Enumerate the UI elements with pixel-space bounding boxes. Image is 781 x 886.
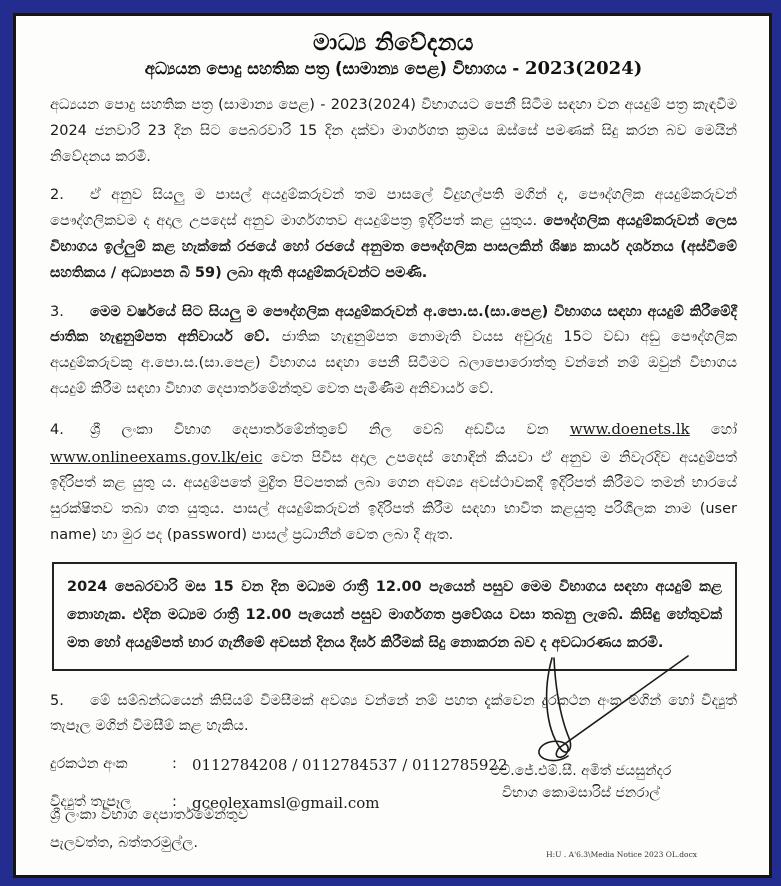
file-path-footnote: H:U . A'6.3\Media Notice 2023 OL.docx <box>546 850 697 859</box>
paragraph-2 <box>50 183 737 286</box>
paragraph-5-text: මේ සම්බන්ධයෙන් කිසියම් විමසීමක් අවශ්‍ය වන්නේ නම් පහත දැක්වෙන දුරකථන අංක මගින් හෝ විද්‍යුත් තැපෑල මගින් විමසීම් කළ හැකිය. <box>50 692 737 735</box>
paragraph-4-text-2: හෝ <box>689 421 737 438</box>
doenets-url: www.doenets.lk <box>569 419 690 438</box>
paragraph-2-bold-text: පෞද්ගලික අයදුම්කරුවන් ලෙස විභාගය ඉල්ලුම් කළ හැක්කේ රජයේ හෝ රජයේ අනුමත පෞද්ගලික පාසලකින් ශිෂ්‍ය කාර්ය දර්ශනය (අස්වීමේ සහතිකය / අධ්‍යාපන බී 59) ලබා ඇති අයදුම්කරුවන්ට පමණි. <box>50 213 738 281</box>
paragraph-3-number: 3. <box>50 303 64 320</box>
phone-label: දුරකථන අංක <box>50 756 128 773</box>
paragraph-2-text: ඒ අනුව සියලු ම පාසල් අයදුම්කරුවන් තම පාසලේ විදුහල්පති මගින් ද, පෞද්ගලික අයදුම්කරුවන් පෞද්ගලිකවම ද අදාල උපදෙස් අනුව මාර්ගගතව අයදුම්පත්‍ර ඉදිරිපත් කළ යුතුය. <box>50 187 737 230</box>
subtitle-text: අධ්‍යයන පොදු සහතික පත්‍ර (සාමාන්‍ය පෙළ) විභාගය - <box>144 59 525 78</box>
email-separator: : <box>172 794 177 811</box>
signatory-name: එච්.ජේ.එම්.සී. අමිත් ජයසුන්දර <box>490 763 672 779</box>
email-label: විද්‍යුත් තැපෑල <box>50 794 132 811</box>
paragraph-5-number: 5. <box>50 692 64 709</box>
signatory-title: විභාග කොමසාරිස් ජනරාල් <box>502 785 660 802</box>
paragraph-1: අධ්‍යයන පොදු සහතික පත්‍ර (සාමාන්‍ය පෙළ) - 2023(2024) විභාගයට පෙනී සිටීම සඳහා වන අයදුම් පත්‍ර කැඳවීම 2024 ජනවාරි 23 දින සිට පෙබරවාරි 15 දින දක්වා මාර්ගගත ක්‍රමය ඔස්සේ පමණක් සිදු කරන බව මෙයින් නිවේදනය කරමි. <box>50 97 737 165</box>
paragraph-4-text-3: වෙත පිවිස අදාල උපදෙස් හොඳින් කියවා ඒ අනුව ම නිවැරදිව අයදුම්පත් ඉදිරිපත් කළ යුතු ය. අයදුම්පතේ මුද්‍රිත පිටපතක් ලබා ගෙන අවශ්‍ය අවස්ථාවකදී ඉදිරිපත් කිරීමට තමන් භාරයේ සුරක්ෂිතව තබා ගත යුතුය. පාසල් අයදුම්කරුවන් ඉදිරිපත් කිරීම සඳහා භාවිත කළයුතු පරිශීලක නාම (user name) හා මුර පද (password) පාසල් ප්‍රධානීන් වෙත ලබා දී ඇත. <box>50 449 737 543</box>
onlineexams-url: www.onlineexams.gov.lk/eic <box>50 447 263 466</box>
paragraph-4-number: 4. <box>50 421 64 438</box>
signature-block <box>456 648 706 805</box>
subtitle-year: 2023(2024) <box>525 58 643 79</box>
email-address: gceolexamsl@gmail.com <box>192 794 380 813</box>
paragraph-4 <box>50 416 737 549</box>
page-subtitle <box>50 58 737 79</box>
footer-organization <box>50 802 248 857</box>
organization-address: පැලවත්ත, බත්තරමුල්ල. <box>50 834 198 851</box>
paragraph-4-text-1: ශ්‍රී ලංකා විභාග දෙපාර්තමේන්තුවේ නිල වෙබ් අඩවිය වන <box>90 421 570 438</box>
paragraph-3-text: ජාතික හැඳුනුම්පත නොමැති වයස අවුරුදු 15ට වඩා අඩු පෞද්ගලික අයදුම්කරුවකු අ.පො.ස.(සා.පෙළ) විභාගය සඳහා පෙනී සිටීමට බලාපොරොත්තු වන්නේ නම් ඔවුන් විභාගය අයදුම් කිරීම සඳහා විභාග දෙපාර්තමේන්තුව වෙත පැමිණීම අනිවාර්ය වේ. <box>50 329 737 397</box>
phone-numbers: 0112784208 / 0112784537 / 0112785922 <box>192 756 508 775</box>
document <box>13 13 772 878</box>
paragraph-3-bold-text: මෙම වර්ෂයේ සිට සියලු ම පෞද්ගලික අයදුම්කරුවන් අ.පො.ස.(සා.පෙළ) විභාගය සඳහා අයදුම් කිරීමේදී ජාතික හැඳුනුම්පත අනිවාර්ය වේ. <box>50 303 737 346</box>
deadline-notice-box: 2024 පෙබරවාරි මස 15 වන දින මධ්‍යම රාත්‍රී 12.00 පැයෙන් පසුව මෙම විභාගය සඳහා අයදුම් කළ නොහැක. එදින මධ්‍යම රාත්‍රී 12.00 පැයෙන් පසුව මාර්ගගත ප්‍රවේශය වසා තබනු ලැබේ. කිසිඳු හේතුවක් මත හෝ අයදුම්පත් භාර ගැනීමේ අවසන් දිනය දීර්ඝ කිරීමක් සිදු නොකරන බව ද අවධාරණය කරමි. <box>52 562 737 671</box>
paragraph-2-number: 2. <box>50 187 64 204</box>
organization-name: ශ්‍රී ලංකා විභාග දෙපාර්තමේන්තුව <box>50 807 249 823</box>
phone-separator: : <box>172 756 177 773</box>
page-title: මාධ්‍ය නිවේදනය <box>313 30 474 56</box>
paragraph-3 <box>50 300 737 403</box>
signature-icon <box>466 648 696 766</box>
